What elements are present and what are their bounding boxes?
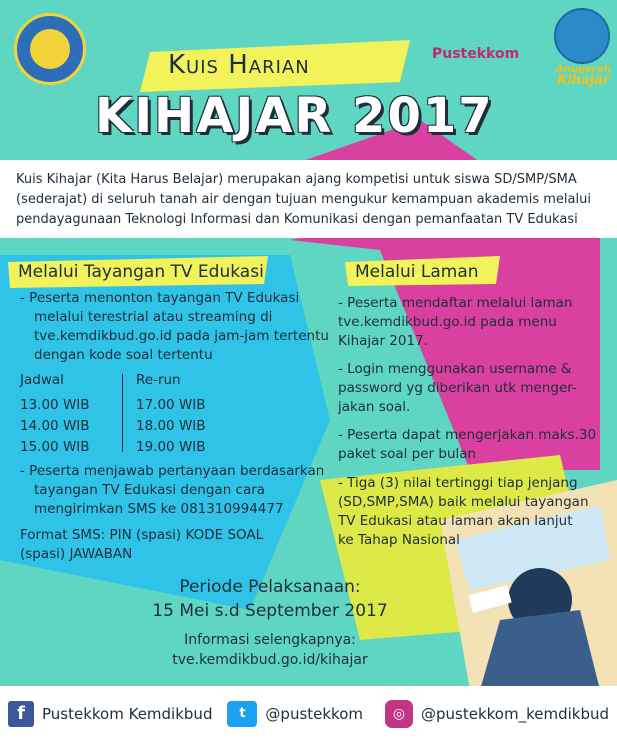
schedule-jadwal: Jadwal 13.00 WIB 14.00 WIB 15.00 WIB bbox=[20, 372, 90, 455]
intro-line: pendayagunaan Teknologi Informasi dan Komunikasi dengan pemanfaatan TV Edukasi bbox=[16, 212, 578, 227]
intro-box bbox=[0, 160, 617, 238]
facebook-link[interactable]: f Pustekkom Kemdikbud bbox=[8, 701, 227, 727]
info-block bbox=[100, 630, 440, 670]
heading-tayangan-tv: Melalui Tayangan TV Edukasi bbox=[18, 262, 264, 282]
intro-line: Kuis Kihajar (Kita Harus Belajar) merupakan ajang kompetisi untuk siswa SD/SMP/SMA bbox=[16, 172, 577, 187]
schedule-rerun: Re-run 17.00 WIB 18.00 WIB 19.00 WIB bbox=[136, 372, 206, 455]
heading-laman: Melalui Laman bbox=[355, 262, 479, 282]
footer-social bbox=[0, 686, 617, 741]
right-p3: - Peserta dapat mengerjakan maks.30 paket soal per bulan bbox=[338, 427, 597, 462]
info-label: Informasi selengkapnya: bbox=[184, 632, 356, 648]
intro-line: (sederajat) di seluruh tanah air dengan tujuan mengukur kemampuan akademis melalui bbox=[16, 192, 591, 207]
left-p1: - Peserta menonton tayangan TV Edukasi melalui terestrial atau streaming di tve.kemdikbud.go.id pada jam-jam tertentu dengan kode soal tertentu bbox=[20, 290, 329, 363]
globe-icon bbox=[554, 8, 610, 64]
right-p2: - Login menggunakan username & password yg diberikan utk menger- jakan soal. bbox=[338, 361, 577, 415]
title-kuis-harian: Kuis Harian bbox=[168, 50, 310, 80]
facebook-icon: f bbox=[8, 701, 34, 727]
title-kihajar-2017: KIHAJAR 2017 bbox=[95, 88, 494, 144]
pustekkom-logo: Pustekkom bbox=[432, 46, 520, 62]
anugerah-kihajar-logo: Anugerah Kihajar bbox=[556, 64, 611, 88]
twitter-link[interactable]: t @pustekkom bbox=[227, 701, 385, 727]
left-p2: - Peserta menjawab pertanyaan berdasarkan tayangan TV Edukasi dengan cara mengirimkan SMS ke 081310994477 bbox=[20, 463, 325, 517]
left-p3: Format SMS: PIN (spasi) KODE SOAL (spasi) JAWABAN bbox=[20, 527, 264, 562]
right-p4: - Tiga (3) nilai tertinggi tiap jenjang (SD,SMP,SMA) baik melalui tayangan TV Edukasi atau laman akan lanjut ke Tahap Nasional bbox=[338, 475, 589, 548]
tut-wuri-logo bbox=[14, 13, 86, 85]
periode-label: Periode Pelaksanaan: bbox=[179, 577, 361, 597]
info-link[interactable]: tve.kemdikbud.go.id/kihajar bbox=[172, 652, 368, 668]
instagram-link[interactable]: ◎ @pustekkom_kemdikbud bbox=[385, 700, 609, 728]
instagram-icon: ◎ bbox=[385, 700, 413, 728]
schedule-divider bbox=[122, 374, 123, 452]
periode-dates: 15 Mei s.d September 2017 bbox=[152, 601, 388, 621]
right-p1: - Peserta mendaftar melalui laman tve.kemdikbud.go.id pada menu Kihajar 2017. bbox=[338, 295, 573, 349]
twitter-icon: t bbox=[227, 701, 257, 727]
periode-block bbox=[100, 575, 440, 623]
